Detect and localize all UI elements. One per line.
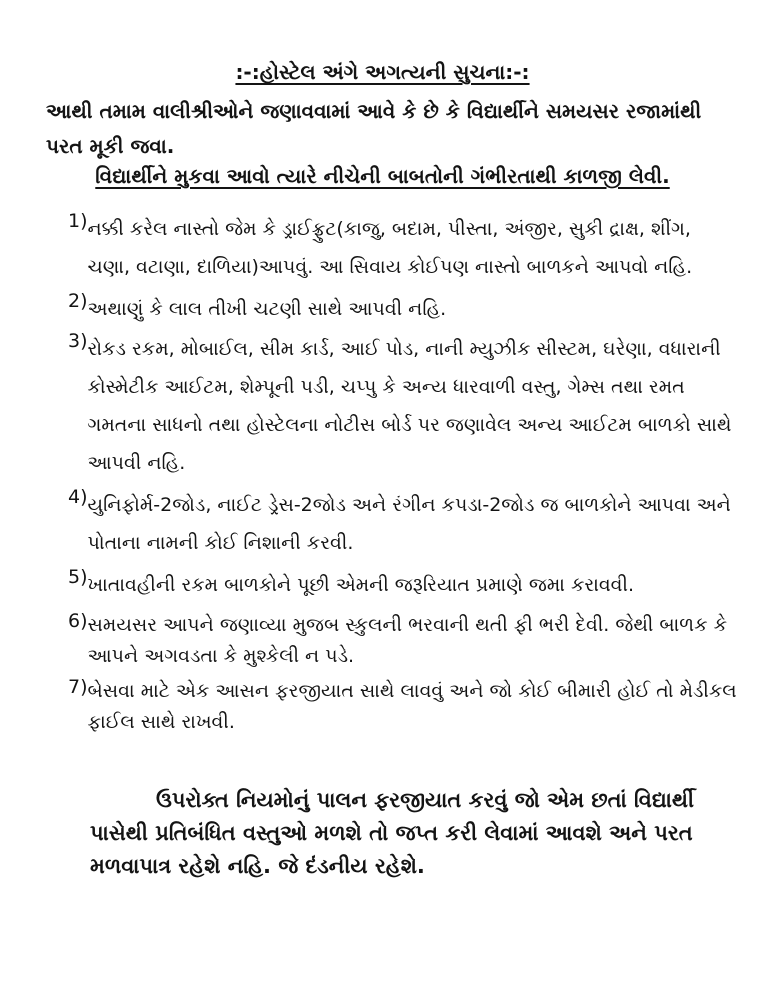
notice-title: :-:હોસ્ટેલ અંગે અગત્યની સુચના:-: [235,60,530,84]
rule-number: 7) [68,676,88,698]
notice-intro: આથી તમામ વાલીશ્રીઓને જણાવવામાં આવે કે છે કે વિદ્યાર્થીને સમયસર રજામાંથી પરત મૂકી જવા. [46,99,702,158]
rule-text: યુનિફોર્મ-2જોડ, નાઈટ ડ્રેસ-2જોડ અને રંગીન કપડા-2જોડ જ બાળકોને આપવા અને પોતાના નામની કોઈ નિશાની કરવી. [87,494,731,554]
rule-text: રોકડ રકમ, મોબાઈલ, સીમ કાર્ડ, આઈ પોડ, નાની મ્યુઝીક સીસ્ટમ, ઘરેણા, વધારાની કોસ્મેટીક આઈટમ, શેમ્પૂની પડી, ચપ્પુ કે અન્ય ધારવાળી વસ્તુ, ગેમ્સ તથા રમત ગમતના સાધનો તથા હોસ્ટેલના નોટીસ બોર્ડ પર જણાવેલ અન્ય આઈટમ બાળકો સાથે આપવી નહિ. [87,338,732,474]
rule-number: 5) [68,566,88,588]
rule-number: 4) [68,486,88,508]
rule-text: બેસવા માટે એક આસન ફરજીયાત સાથે લાવવું અને જો કોઈ બીમારી હોઈ તો મેડીકલ ફાઈલ સાથે રાખવી. [87,680,737,733]
rule-number: 6) [68,610,88,632]
rule-item [68,290,738,328]
rules-list [68,210,738,738]
rule-text: અથાણું કે લાલ તીખી ચટણી સાથે આપવી નહિ. [87,298,447,320]
rule-number: 2) [68,290,88,312]
rule-item [68,330,738,482]
notice-subheading: વિદ્યાર્થીને મુકવા આવો ત્યારે નીચેની બાબતોની ગંભીરતાથી કાળજી લેવી. [95,164,670,188]
rule-text: ખાતાવહીની રકમ બાળકોને પૂછી એમની જરૂરિયાત પ્રમાણે જમા કરાવવી. [87,574,634,596]
closing-statement: ઉપરોક્ત નિયમોનું પાલન ફરજીયાત કરવું જો એમ છતાં વિદ્યાર્થી પાસેથી પ્રતિબંધિત વસ્તુઓ મળશે તો જપ્ત કરી લેવામાં આવશે અને પરત મળવાપાત્ર રહેશે નહિ. જે દંડનીય રહેશે. [90,788,695,878]
rule-text: સમયસર આપને જણાવ્યા મુજબ સ્કુલની ભરવાની થતી ફી ભરી દેવી. જેથી બાળક કે આપને અગવડતા કે મુશ્કેલી ન પડે. [87,614,727,667]
rule-item [68,566,738,604]
rule-item [68,676,738,738]
rule-text: નક્કી કરેલ નાસ્તો જેમ કે ડ્રાઈફ્રુટ(કાજુ, બદામ, પીસ્તા, અંજીર, સુકી દ્રાક્ષ, શીંગ, ચણા, વટાણા, દાળિયા)આપવું. આ સિવાય કોઈપણ નાસ્તો બાળકને આપવો નહિ. [87,218,693,278]
rule-number: 3) [68,330,88,352]
rule-item [68,610,738,672]
rule-item [68,486,738,562]
rule-number: 1) [68,210,88,232]
rule-item [68,210,738,286]
